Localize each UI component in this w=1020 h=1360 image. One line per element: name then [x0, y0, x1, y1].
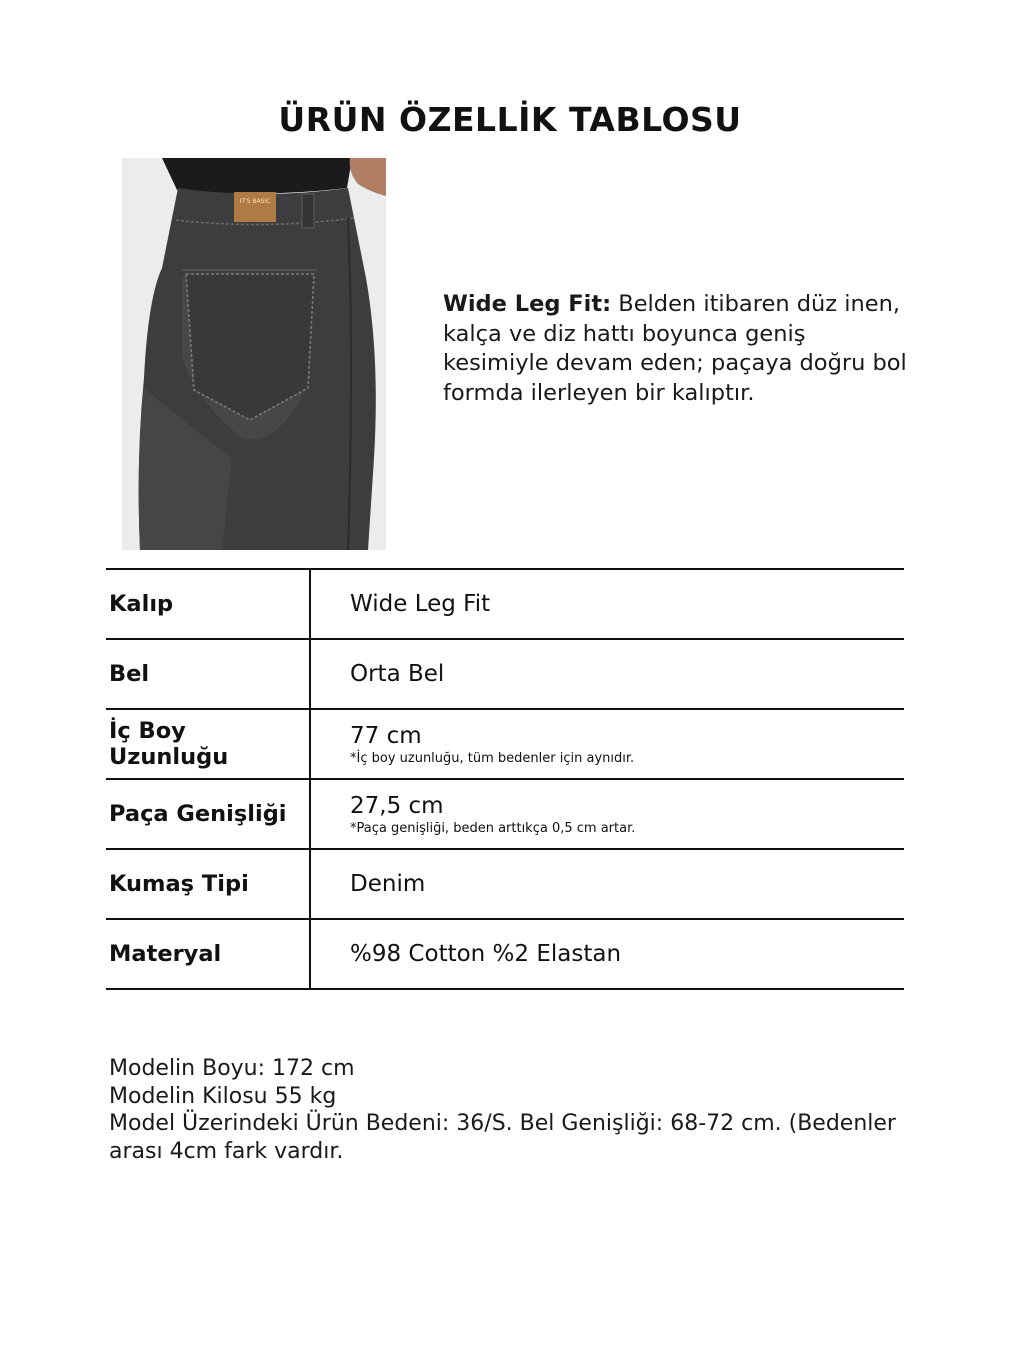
spec-label: Paça Genişliği — [106, 779, 310, 849]
spec-label: Kumaş Tipi — [106, 849, 310, 919]
spec-row — [106, 849, 904, 919]
spec-value-cell — [310, 709, 904, 779]
spec-value: 27,5 cm — [350, 793, 444, 819]
model-info — [109, 1055, 899, 1165]
spec-note: *Paça genişliği, beden arttıkça 0,5 cm artar. — [350, 821, 636, 836]
patch-logo-text: IT'S BASIC — [239, 198, 271, 205]
spec-row — [106, 569, 904, 639]
spec-value: %98 Cotton %2 Elastan — [350, 941, 622, 967]
spec-label: Bel — [106, 639, 310, 709]
spec-value-cell — [310, 569, 904, 639]
fit-description — [443, 290, 913, 408]
fit-description-label: Wide Leg Fit: — [443, 291, 612, 317]
product-photo — [122, 158, 386, 550]
spec-value: Denim — [350, 871, 426, 897]
spec-note: *İç boy uzunluğu, tüm bedenler için aynıdır. — [350, 751, 635, 766]
model-size: Model Üzerindeki Ürün Bedeni: 36/S. Bel Genişliği: 68-72 cm. (Bedenler arası 4cm fark vardır. — [109, 1111, 896, 1164]
page-title: ÜRÜN ÖZELLİK TABLOSU — [278, 100, 742, 139]
model-height: Modelin Boyu: 172 cm — [109, 1056, 355, 1081]
spec-value-cell — [310, 639, 904, 709]
spec-value-cell — [310, 779, 904, 849]
spec-row — [106, 779, 904, 849]
spec-value-cell — [310, 919, 904, 989]
spec-label: Kalıp — [106, 569, 310, 639]
spec-row — [106, 639, 904, 709]
fit-description-text: Belden itibaren düz inen, kalça ve diz hattı boyunca geniş kesimiyle devam eden; paçaya doğru bol formda ilerleyen bir kalıptır. — [443, 291, 907, 406]
spec-value: 77 cm — [350, 723, 422, 749]
model-weight: Modelin Kilosu 55 kg — [109, 1083, 337, 1109]
spec-value: Orta Bel — [350, 661, 445, 687]
spec-label: İç Boy Uzunluğu — [106, 709, 310, 779]
spec-value-cell — [310, 849, 904, 919]
spec-table — [106, 568, 904, 990]
spec-label: Materyal — [106, 919, 310, 989]
spec-value: Wide Leg Fit — [350, 591, 491, 617]
spec-row — [106, 709, 904, 779]
spec-row — [106, 919, 904, 989]
